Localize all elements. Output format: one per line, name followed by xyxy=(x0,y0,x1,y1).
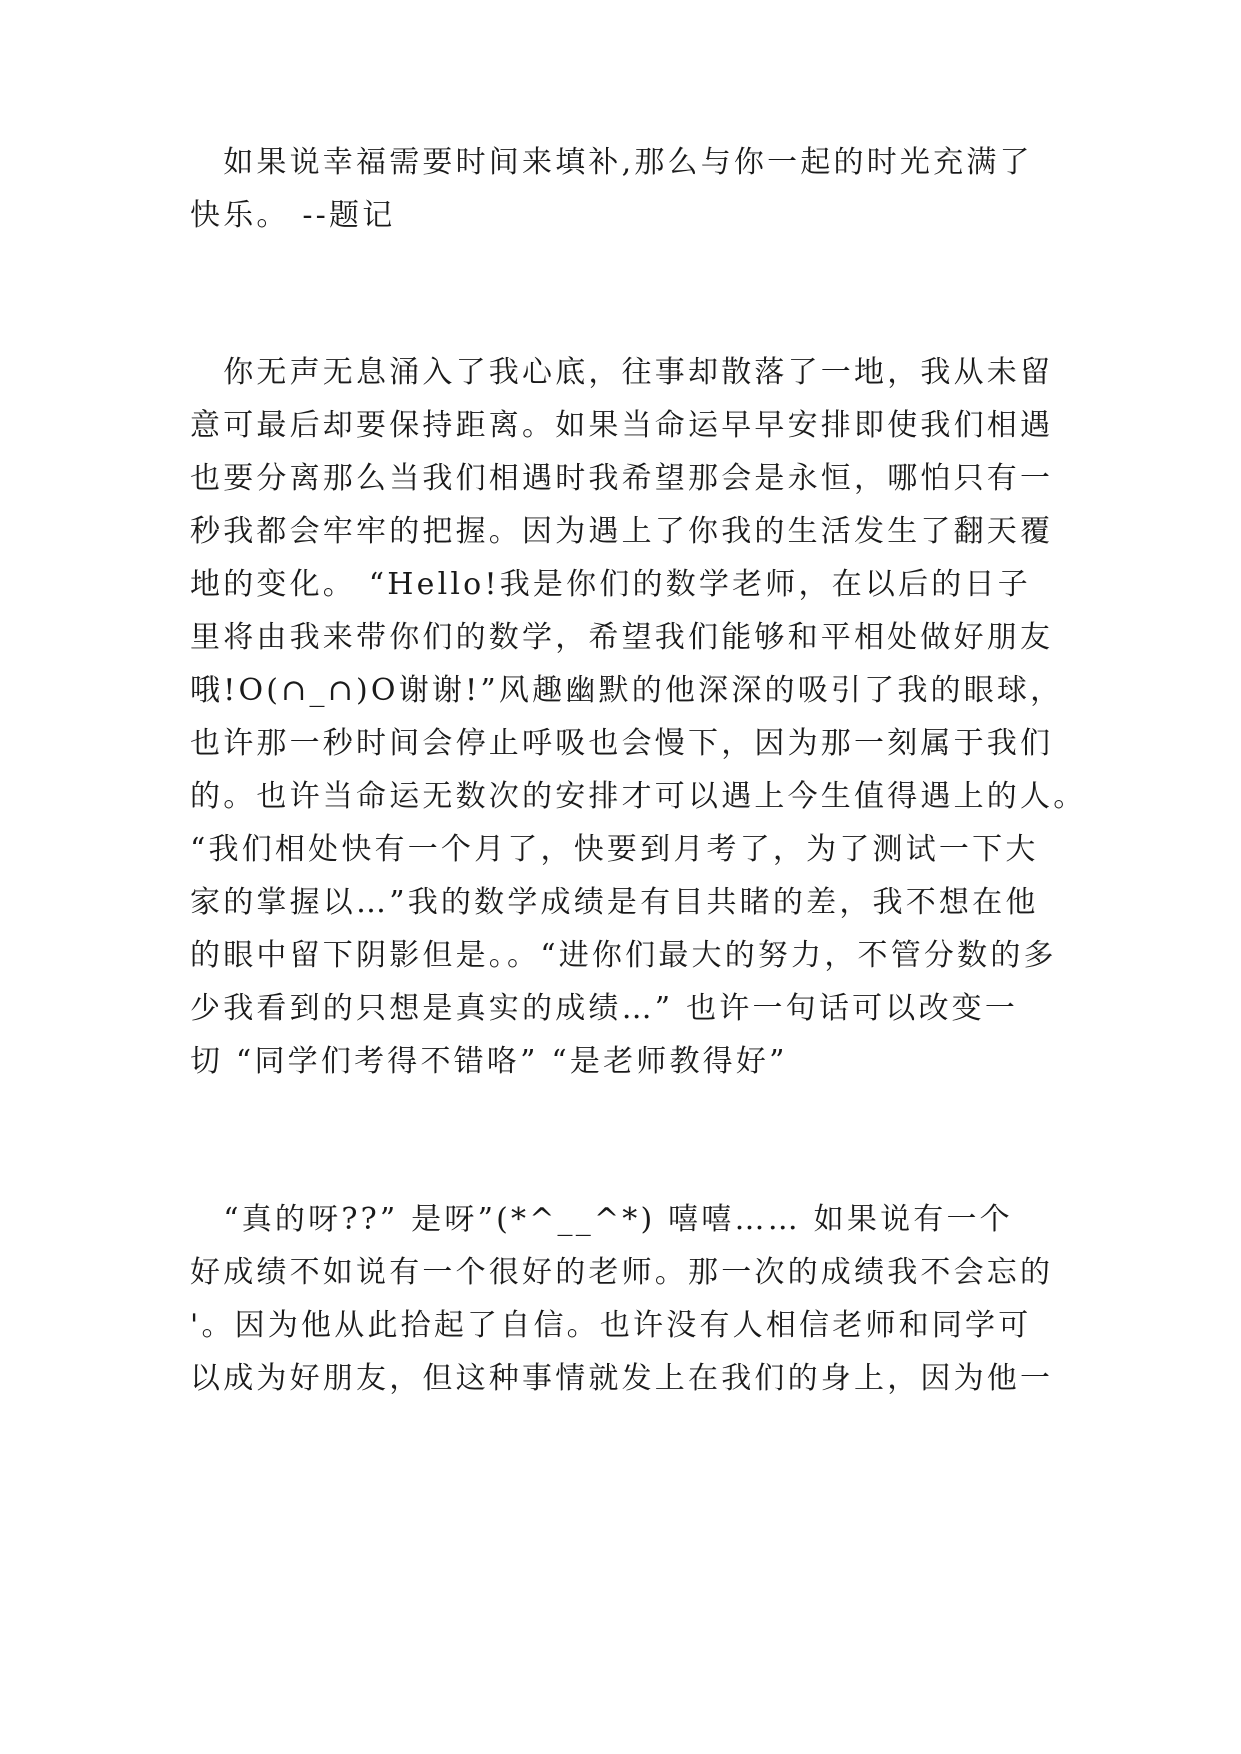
paragraph-line: 的。也许当命运无数次的安排才可以遇上今生值得遇上的人。 xyxy=(190,779,1087,814)
paragraph-line: 地的变化。 “Hello!我是你们的数学老师，在以后的日子 xyxy=(190,567,1031,602)
epigraph-line: 快乐。 --题记 xyxy=(190,198,396,233)
paragraph-line: 也许那一秒时间会停止呼吸也会慢下，因为那一刻属于我们 xyxy=(190,726,1054,761)
paragraph-line: 也要分离那么当我们相遇时我希望那会是永恒，哪怕只有一 xyxy=(190,461,1054,496)
epigraph-line: 如果说幸福需要时间来填补,那么与你一起的时光充满了 xyxy=(190,145,1033,180)
paragraph-line: 你无声无息涌入了我心底，往事却散落了一地，我从未留 xyxy=(190,355,1054,390)
paragraph-line: 秒我都会牢牢的把握。因为遇上了你我的生活发生了翻天覆 xyxy=(190,514,1054,549)
paragraph-line: 哦!O(∩_∩)O谢谢!”风趣幽默的他深深的吸引了我的眼球， xyxy=(190,673,1064,708)
paragraph-line: 意可最后却要保持距离。如果当命运早早安排即使我们相遇 xyxy=(190,408,1054,443)
paragraph-line: 家的掌握以…”我的数学成绩是有目共睹的差，我不想在他 xyxy=(190,885,1039,920)
paragraph-line: 的眼中留下阴影但是。。“进你们最大的努力，不管分数的多 xyxy=(190,938,1057,973)
paragraph-line: 以成为好朋友，但这种事情就发上在我们的身上，因为他一 xyxy=(190,1361,1054,1396)
paragraph-line: “真的呀??” 是呀”(*^__^*) 嘻嘻…… 如果说有一个 xyxy=(190,1202,1013,1237)
paragraph-line: 少我看到的只想是真实的成绩…” 也许一句话可以改变一 xyxy=(190,991,1019,1026)
paragraph-line: 好成绩不如说有一个很好的老师。那一次的成绩我不会忘的 xyxy=(190,1255,1054,1290)
paragraph-line: 里将由我来带你们的数学，希望我们能够和平相处做好朋友 xyxy=(190,620,1054,655)
paragraph-line: '。因为他从此拾起了自信。也许没有人相信老师和同学可 xyxy=(190,1308,1032,1343)
paragraph-line: “我们相处快有一个月了，快要到月考了，为了测试一下大 xyxy=(190,832,1039,867)
paragraph-line: 切 “同学们考得不错咯” “是老师教得好” xyxy=(190,1044,788,1079)
